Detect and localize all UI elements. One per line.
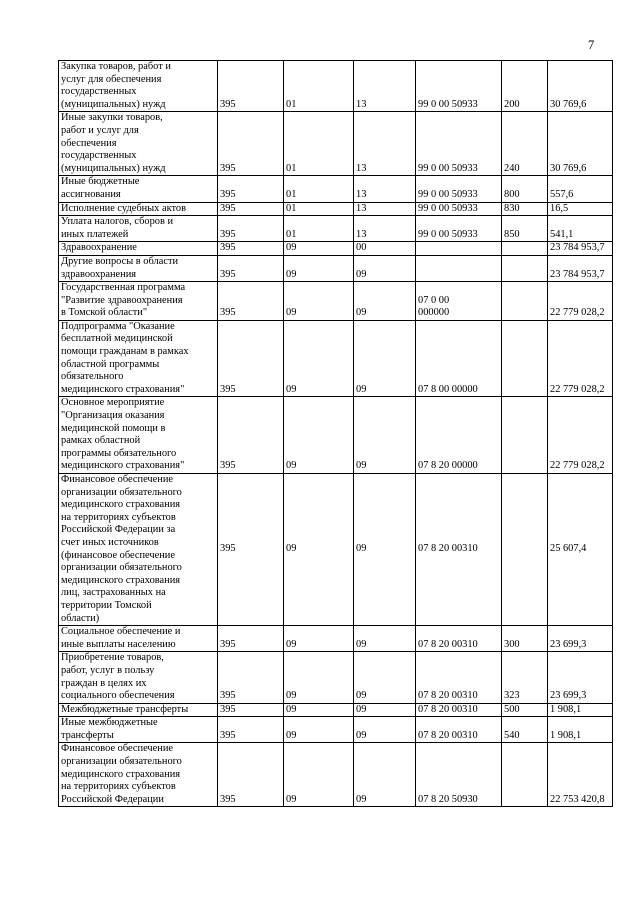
subsection-cell: 09 (354, 743, 416, 807)
subsection-cell: 09 (354, 652, 416, 703)
section-cell: 01 (284, 216, 354, 242)
table-row (59, 652, 613, 703)
grbs-cell: 395 (218, 397, 284, 474)
amount-cell: 22 779 028,2 (548, 397, 613, 474)
expense-type-cell: 850 (502, 216, 548, 242)
expense-type-cell: 830 (502, 202, 548, 216)
table-row (59, 320, 613, 397)
budget-table (58, 60, 613, 807)
row-name-cell: Уплата налогов, сборов и иных платежей (59, 216, 218, 242)
target-article-cell: 99 0 00 50933 (416, 112, 502, 176)
expense-type-cell (502, 397, 548, 474)
table-row (59, 112, 613, 176)
target-article-cell: 07 8 20 50930 (416, 743, 502, 807)
table-row (59, 717, 613, 743)
expense-type-cell: 323 (502, 652, 548, 703)
subsection-cell: 09 (354, 703, 416, 717)
grbs-cell: 395 (218, 743, 284, 807)
section-cell: 09 (284, 717, 354, 743)
target-article-cell: 07 8 20 00310 (416, 652, 502, 703)
section-cell: 09 (284, 743, 354, 807)
expense-type-cell (502, 743, 548, 807)
target-article-cell: 99 0 00 50933 (416, 176, 502, 202)
section-cell: 09 (284, 626, 354, 652)
expense-type-cell: 540 (502, 717, 548, 743)
row-name-cell: Иные межбюджетные трансферты (59, 717, 218, 743)
amount-cell: 541,1 (548, 216, 613, 242)
amount-cell: 23 784 953,7 (548, 242, 613, 256)
row-name-cell: Основное мероприятие "Организация оказания медицинской помощи в рамках областной программы обязательного медицинского страхования" (59, 397, 218, 474)
section-cell: 09 (284, 652, 354, 703)
table-row (59, 61, 613, 112)
expense-type-cell: 240 (502, 112, 548, 176)
subsection-cell: 13 (354, 202, 416, 216)
table-row (59, 743, 613, 807)
amount-cell: 25 607,4 (548, 474, 613, 626)
amount-cell: 23 699,3 (548, 652, 613, 703)
section-cell: 09 (284, 320, 354, 397)
grbs-cell: 395 (218, 652, 284, 703)
grbs-cell: 395 (218, 320, 284, 397)
grbs-cell: 395 (218, 703, 284, 717)
subsection-cell: 13 (354, 61, 416, 112)
row-name-cell: Исполнение судебных актов (59, 202, 218, 216)
expense-type-cell (502, 282, 548, 321)
subsection-cell: 09 (354, 474, 416, 626)
grbs-cell: 395 (218, 255, 284, 281)
section-cell: 01 (284, 202, 354, 216)
target-article-cell (416, 242, 502, 256)
subsection-cell: 09 (354, 626, 416, 652)
subsection-cell: 09 (354, 282, 416, 321)
table-row (59, 242, 613, 256)
table-row (59, 176, 613, 202)
expense-type-cell (502, 242, 548, 256)
row-name-cell: Межбюджетные трансферты (59, 703, 218, 717)
row-name-cell: Подпрограмма "Оказание бесплатной медицинской помощи гражданам в рамках областной программы обязательного медицинского страхования" (59, 320, 218, 397)
target-article-cell: 99 0 00 50933 (416, 61, 502, 112)
section-cell: 01 (284, 176, 354, 202)
amount-cell: 22 753 420,8 (548, 743, 613, 807)
table-row (59, 202, 613, 216)
table-row (59, 397, 613, 474)
section-cell: 01 (284, 61, 354, 112)
expense-type-cell (502, 255, 548, 281)
target-article-cell: 07 8 00 00000 (416, 320, 502, 397)
subsection-cell: 00 (354, 242, 416, 256)
grbs-cell: 395 (218, 61, 284, 112)
row-name-cell: Финансовое обеспечение организации обязательного медицинского страхования на территориях субъектов Российской Федерации за счет иных источников (финансовое обеспечение организации обязательного медицинского страхования лиц, застрахованных на территории Томской области) (59, 474, 218, 626)
budget-table-body (59, 61, 613, 807)
page-number: 7 (588, 38, 595, 52)
expense-type-cell: 300 (502, 626, 548, 652)
target-article-cell: 07 8 20 00310 (416, 717, 502, 743)
expense-type-cell: 500 (502, 703, 548, 717)
target-article-cell: 99 0 00 50933 (416, 202, 502, 216)
table-row (59, 703, 613, 717)
table-row (59, 474, 613, 626)
grbs-cell: 395 (218, 176, 284, 202)
table-row (59, 626, 613, 652)
target-article-cell: 07 8 20 00310 (416, 703, 502, 717)
table-row (59, 216, 613, 242)
amount-cell: 557,6 (548, 176, 613, 202)
expense-type-cell: 800 (502, 176, 548, 202)
expense-type-cell (502, 474, 548, 626)
target-article-cell: 99 0 00 50933 (416, 216, 502, 242)
row-name-cell: Другие вопросы в области здравоохранения (59, 255, 218, 281)
amount-cell: 22 779 028,2 (548, 320, 613, 397)
table-row (59, 282, 613, 321)
section-cell: 09 (284, 397, 354, 474)
section-cell: 01 (284, 112, 354, 176)
row-name-cell: Государственная программа "Развитие здравоохранения в Томской области" (59, 282, 218, 321)
grbs-cell: 395 (218, 282, 284, 321)
grbs-cell: 395 (218, 717, 284, 743)
amount-cell: 23 699,3 (548, 626, 613, 652)
subsection-cell: 13 (354, 176, 416, 202)
row-name-cell: Закупка товаров, работ и услуг для обеспечения государственных (муниципальных) нужд (59, 61, 218, 112)
row-name-cell: Здравоохранение (59, 242, 218, 256)
subsection-cell: 13 (354, 216, 416, 242)
subsection-cell: 09 (354, 397, 416, 474)
grbs-cell: 395 (218, 216, 284, 242)
section-cell: 09 (284, 242, 354, 256)
amount-cell: 1 908,1 (548, 703, 613, 717)
target-article-cell: 07 8 20 00000 (416, 397, 502, 474)
amount-cell: 30 769,6 (548, 61, 613, 112)
expense-type-cell: 200 (502, 61, 548, 112)
expense-type-cell (502, 320, 548, 397)
subsection-cell: 09 (354, 255, 416, 281)
section-cell: 09 (284, 703, 354, 717)
amount-cell: 1 908,1 (548, 717, 613, 743)
amount-cell: 16,5 (548, 202, 613, 216)
target-article-cell: 07 8 20 00310 (416, 474, 502, 626)
target-article-cell: 07 0 00 000000 (416, 282, 502, 321)
section-cell: 09 (284, 282, 354, 321)
row-name-cell: Финансовое обеспечение организации обязательного медицинского страхования на территориях субъектов Российской Федерации (59, 743, 218, 807)
grbs-cell: 395 (218, 112, 284, 176)
target-article-cell: 07 8 20 00310 (416, 626, 502, 652)
table-row (59, 255, 613, 281)
grbs-cell: 395 (218, 626, 284, 652)
row-name-cell: Иные бюджетные ассигнования (59, 176, 218, 202)
row-name-cell: Социальное обеспечение и иные выплаты населению (59, 626, 218, 652)
grbs-cell: 395 (218, 242, 284, 256)
amount-cell: 23 784 953,7 (548, 255, 613, 281)
amount-cell: 30 769,6 (548, 112, 613, 176)
target-article-cell (416, 255, 502, 281)
subsection-cell: 13 (354, 112, 416, 176)
row-name-cell: Приобретение товаров, работ, услуг в пользу граждан в целях их социального обеспечения (59, 652, 218, 703)
amount-cell: 22 779 028,2 (548, 282, 613, 321)
section-cell: 09 (284, 474, 354, 626)
grbs-cell: 395 (218, 474, 284, 626)
subsection-cell: 09 (354, 320, 416, 397)
section-cell: 09 (284, 255, 354, 281)
grbs-cell: 395 (218, 202, 284, 216)
subsection-cell: 09 (354, 717, 416, 743)
row-name-cell: Иные закупки товаров, работ и услуг для обеспечения государственных (муниципальных) нужд (59, 112, 218, 176)
